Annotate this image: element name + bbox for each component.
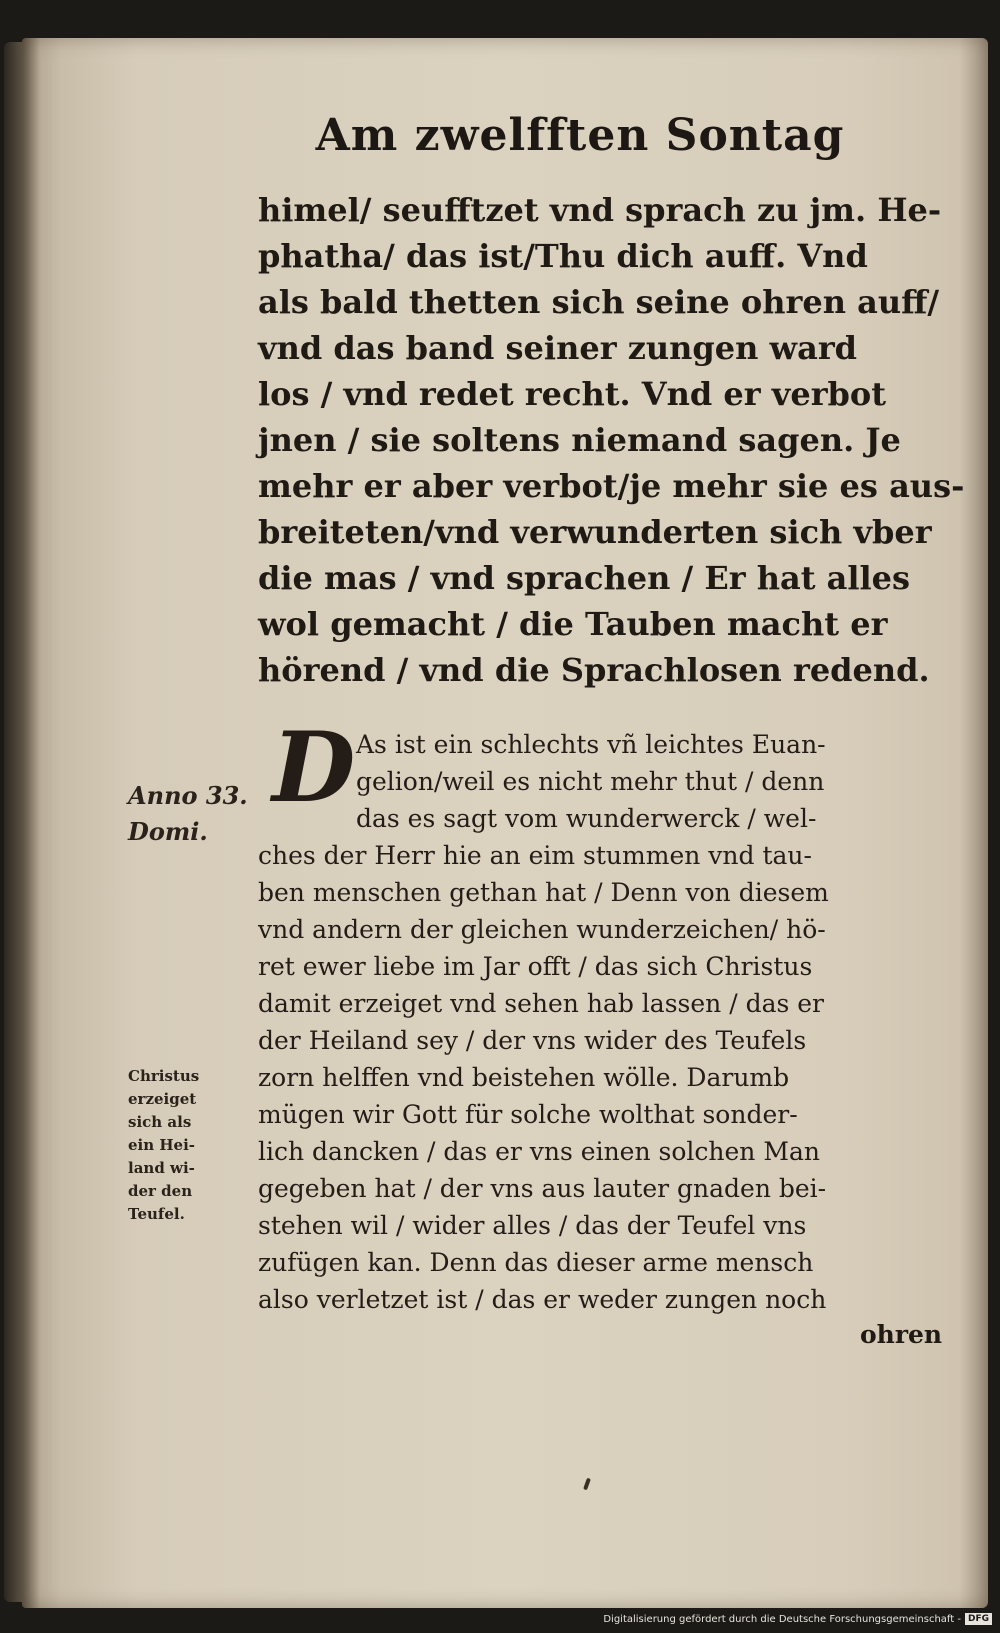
digitization-credit xyxy=(603,1609,992,1629)
commentary-line: zufügen kan. Denn das dieser arme mensch xyxy=(258,1248,814,1277)
page-heading-text: Am zwelfften Sontag xyxy=(315,110,845,161)
commentary-line: vnd andern der gleichen wunderzeichen/ hö- xyxy=(258,915,826,944)
margin-annotation-line: Domi. xyxy=(128,817,208,846)
commentary-line: ret ewer liebe im Jar offt / das sich Christus xyxy=(258,952,813,981)
gospel-line: als bald thetten sich seine ohren auff/ xyxy=(258,283,940,321)
commentary-line: stehen wil / wider alles / das der Teufel vns xyxy=(258,1211,807,1240)
dfg-logo-icon: DFG xyxy=(965,1613,992,1625)
gospel-line: mehr er aber verbot/je mehr sie es aus- xyxy=(258,467,965,505)
commentary-line: ben menschen gethan hat / Denn von diesem xyxy=(258,878,829,907)
margin-note-line: sich als xyxy=(128,1113,192,1131)
gospel-line: jnen / sie soltens niemand sagen. Je xyxy=(258,421,901,459)
commentary-line: As ist ein schlechts vñ leichtes Euan- xyxy=(356,730,826,759)
commentary-line: gegeben hat / der vns aus lauter gnaden bei- xyxy=(258,1174,827,1203)
margin-note xyxy=(128,1065,199,1226)
gospel-line: himel/ seufftzet vnd sprach zu jm. He- xyxy=(258,191,942,229)
margin-note-line: land wi- xyxy=(128,1159,195,1177)
margin-note-line: Christus xyxy=(128,1067,200,1085)
gospel-text xyxy=(258,187,965,693)
margin-note-line: Teufel. xyxy=(128,1205,185,1223)
margin-note-line: erzeiget xyxy=(128,1090,197,1108)
commentary-line: zorn helffen vnd beistehen wölle. Darumb xyxy=(258,1063,790,1092)
commentary-line: damit erzeiget vnd sehen hab lassen / das er xyxy=(258,989,825,1018)
commentary-line: der Heiland sey / der vns wider des Teufels xyxy=(258,1026,807,1055)
margin-note-line: ein Hei- xyxy=(128,1136,196,1154)
catchword: ohren xyxy=(860,1320,943,1349)
page-heading xyxy=(0,110,1000,161)
margin-annotation-line: Anno 33. xyxy=(128,781,248,810)
credit-text: Digitalisierung gefördert durch die Deutsche Forschungsgemeinschaft - xyxy=(603,1613,961,1625)
commentary-line: gelion/weil es nicht mehr thut / denn xyxy=(356,767,825,796)
gospel-line: die mas / vnd sprachen / Er hat alles xyxy=(258,559,911,597)
gospel-line: hörend / vnd die Sprachlosen redend. xyxy=(258,651,930,689)
margin-annotation xyxy=(128,778,248,850)
commentary-line: ches der Herr hie an eim stummen vnd tau- xyxy=(258,841,812,870)
commentary-line: also verletzet ist / das er weder zungen noch xyxy=(258,1285,827,1314)
commentary-line: mügen wir Gott für solche wolthat sonder- xyxy=(258,1100,798,1129)
gospel-line: wol gemacht / die Tauben macht er xyxy=(258,605,888,643)
decorated-initial: D xyxy=(272,711,356,824)
spine-shadow xyxy=(22,38,40,1608)
commentary-text xyxy=(258,726,958,1318)
commentary-line: lich dancken / das er vns einen solchen Man xyxy=(258,1137,820,1166)
margin-note-line: der den xyxy=(128,1182,193,1200)
gospel-line: breiteten/vnd verwunderten sich vber xyxy=(258,513,932,551)
gospel-line: vnd das band seiner zungen ward xyxy=(258,329,858,367)
gospel-line: phatha/ das ist/Thu dich auff. Vnd xyxy=(258,237,868,275)
commentary-line: das es sagt vom wunderwerck / wel- xyxy=(356,804,817,833)
gospel-line: los / vnd redet recht. Vnd er verbot xyxy=(258,375,887,413)
